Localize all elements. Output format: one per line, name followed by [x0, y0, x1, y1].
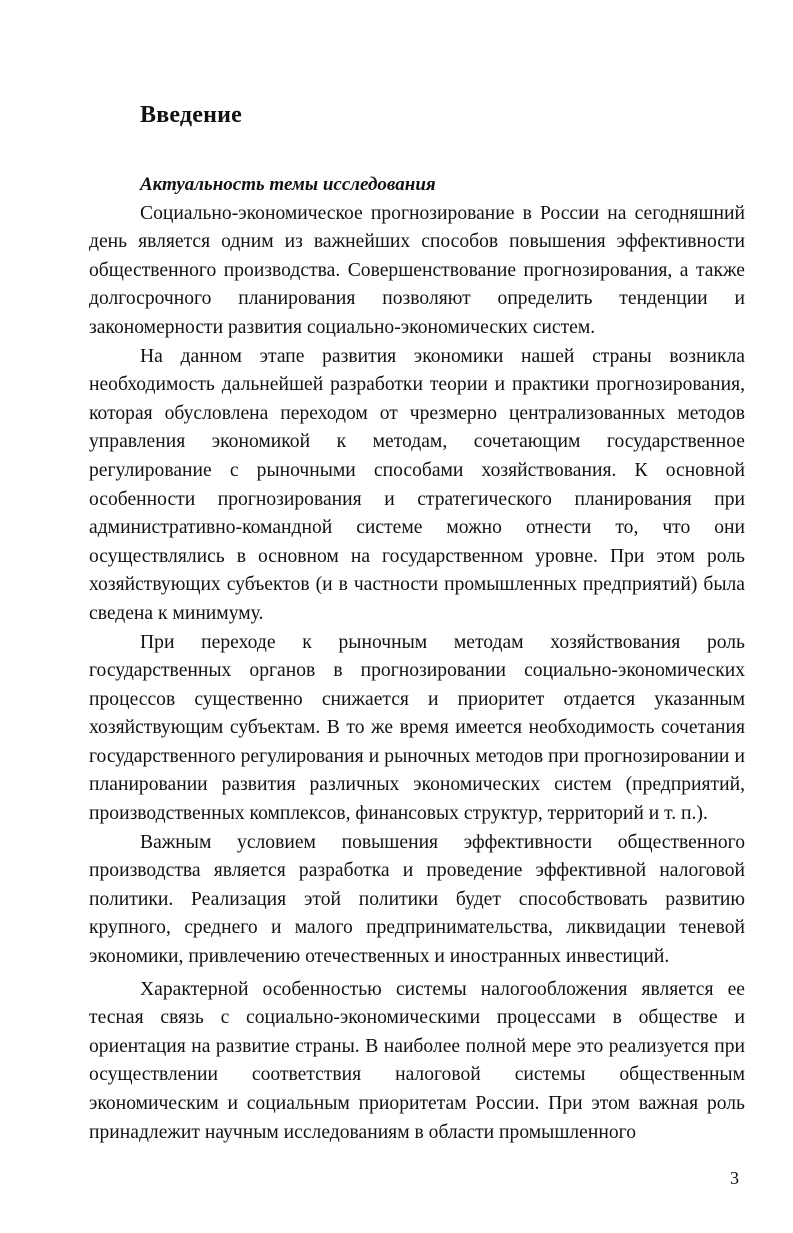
body-text — [89, 171, 745, 1147]
paragraph-1: Социально-экономическое прогнозирование в России на сегодняшний день является одним из важнейших способов повышения эффективности общественного производства. Совершенствование прогнозирования, а также долгосрочного планирования позволяют определить тенденции и закономерности развития социально-экономических систем. — [89, 202, 745, 338]
section-subheading: Актуальность темы исследования — [140, 174, 436, 195]
paragraph-5: Характерной особенностью системы налогообложения является ее тесная связь с социально-экономическими процессами в обществе и ориентация на развитие страны. В наиболее полной мере это реализуется при осуществлении соответствия налоговой системы общественным экономическим и социальным приоритетам России. При этом важная роль принадлежит научным исследованиям в области промышленного — [89, 978, 745, 1143]
paragraph-4: Важным условием повышения эффективности общественного производства является разработка и проведение эффективной налоговой политики. Реализация этой политики будет способствовать развитию крупного, среднего и малого предпринимательства, ликвидации теневой экономики, привлечению отечественных и иностранных инвестиций. — [89, 831, 745, 968]
paragraph-2: На данном этапе развития экономики нашей страны возникла необходимость дальнейшей разработки теории и практики прогнозирования, которая обусловлена переходом от чрезмерно централизованных методов управления экономикой к методам, сочетающим государственное регулирование с рыночными способами хозяйствования. К основной особенности прогнозирования и стратегического планирования при административно-командной системе можно отнести то, что они осуществлялись в основном на государственном уровне. При этом роль хозяйствующих субъектов (и в частности промышленных предприятий) была сведена к минимуму. — [89, 345, 745, 624]
page-number: 3 — [730, 1168, 739, 1188]
paragraph-3: При переходе к рыночным методам хозяйствования роль государственных органов в прогнозировании социально-экономических процессов существенно снижается и приоритет отдается указанным хозяйствующим субъектам. В то же время имеется необходимость сочетания государственного регулирования и рыночных методов при прогнозировании и планировании развития различных экономических систем (предприятий, производственных комплексов, финансовых структур, территорий и т. п.). — [89, 631, 745, 825]
page-title: Введение — [140, 102, 243, 128]
